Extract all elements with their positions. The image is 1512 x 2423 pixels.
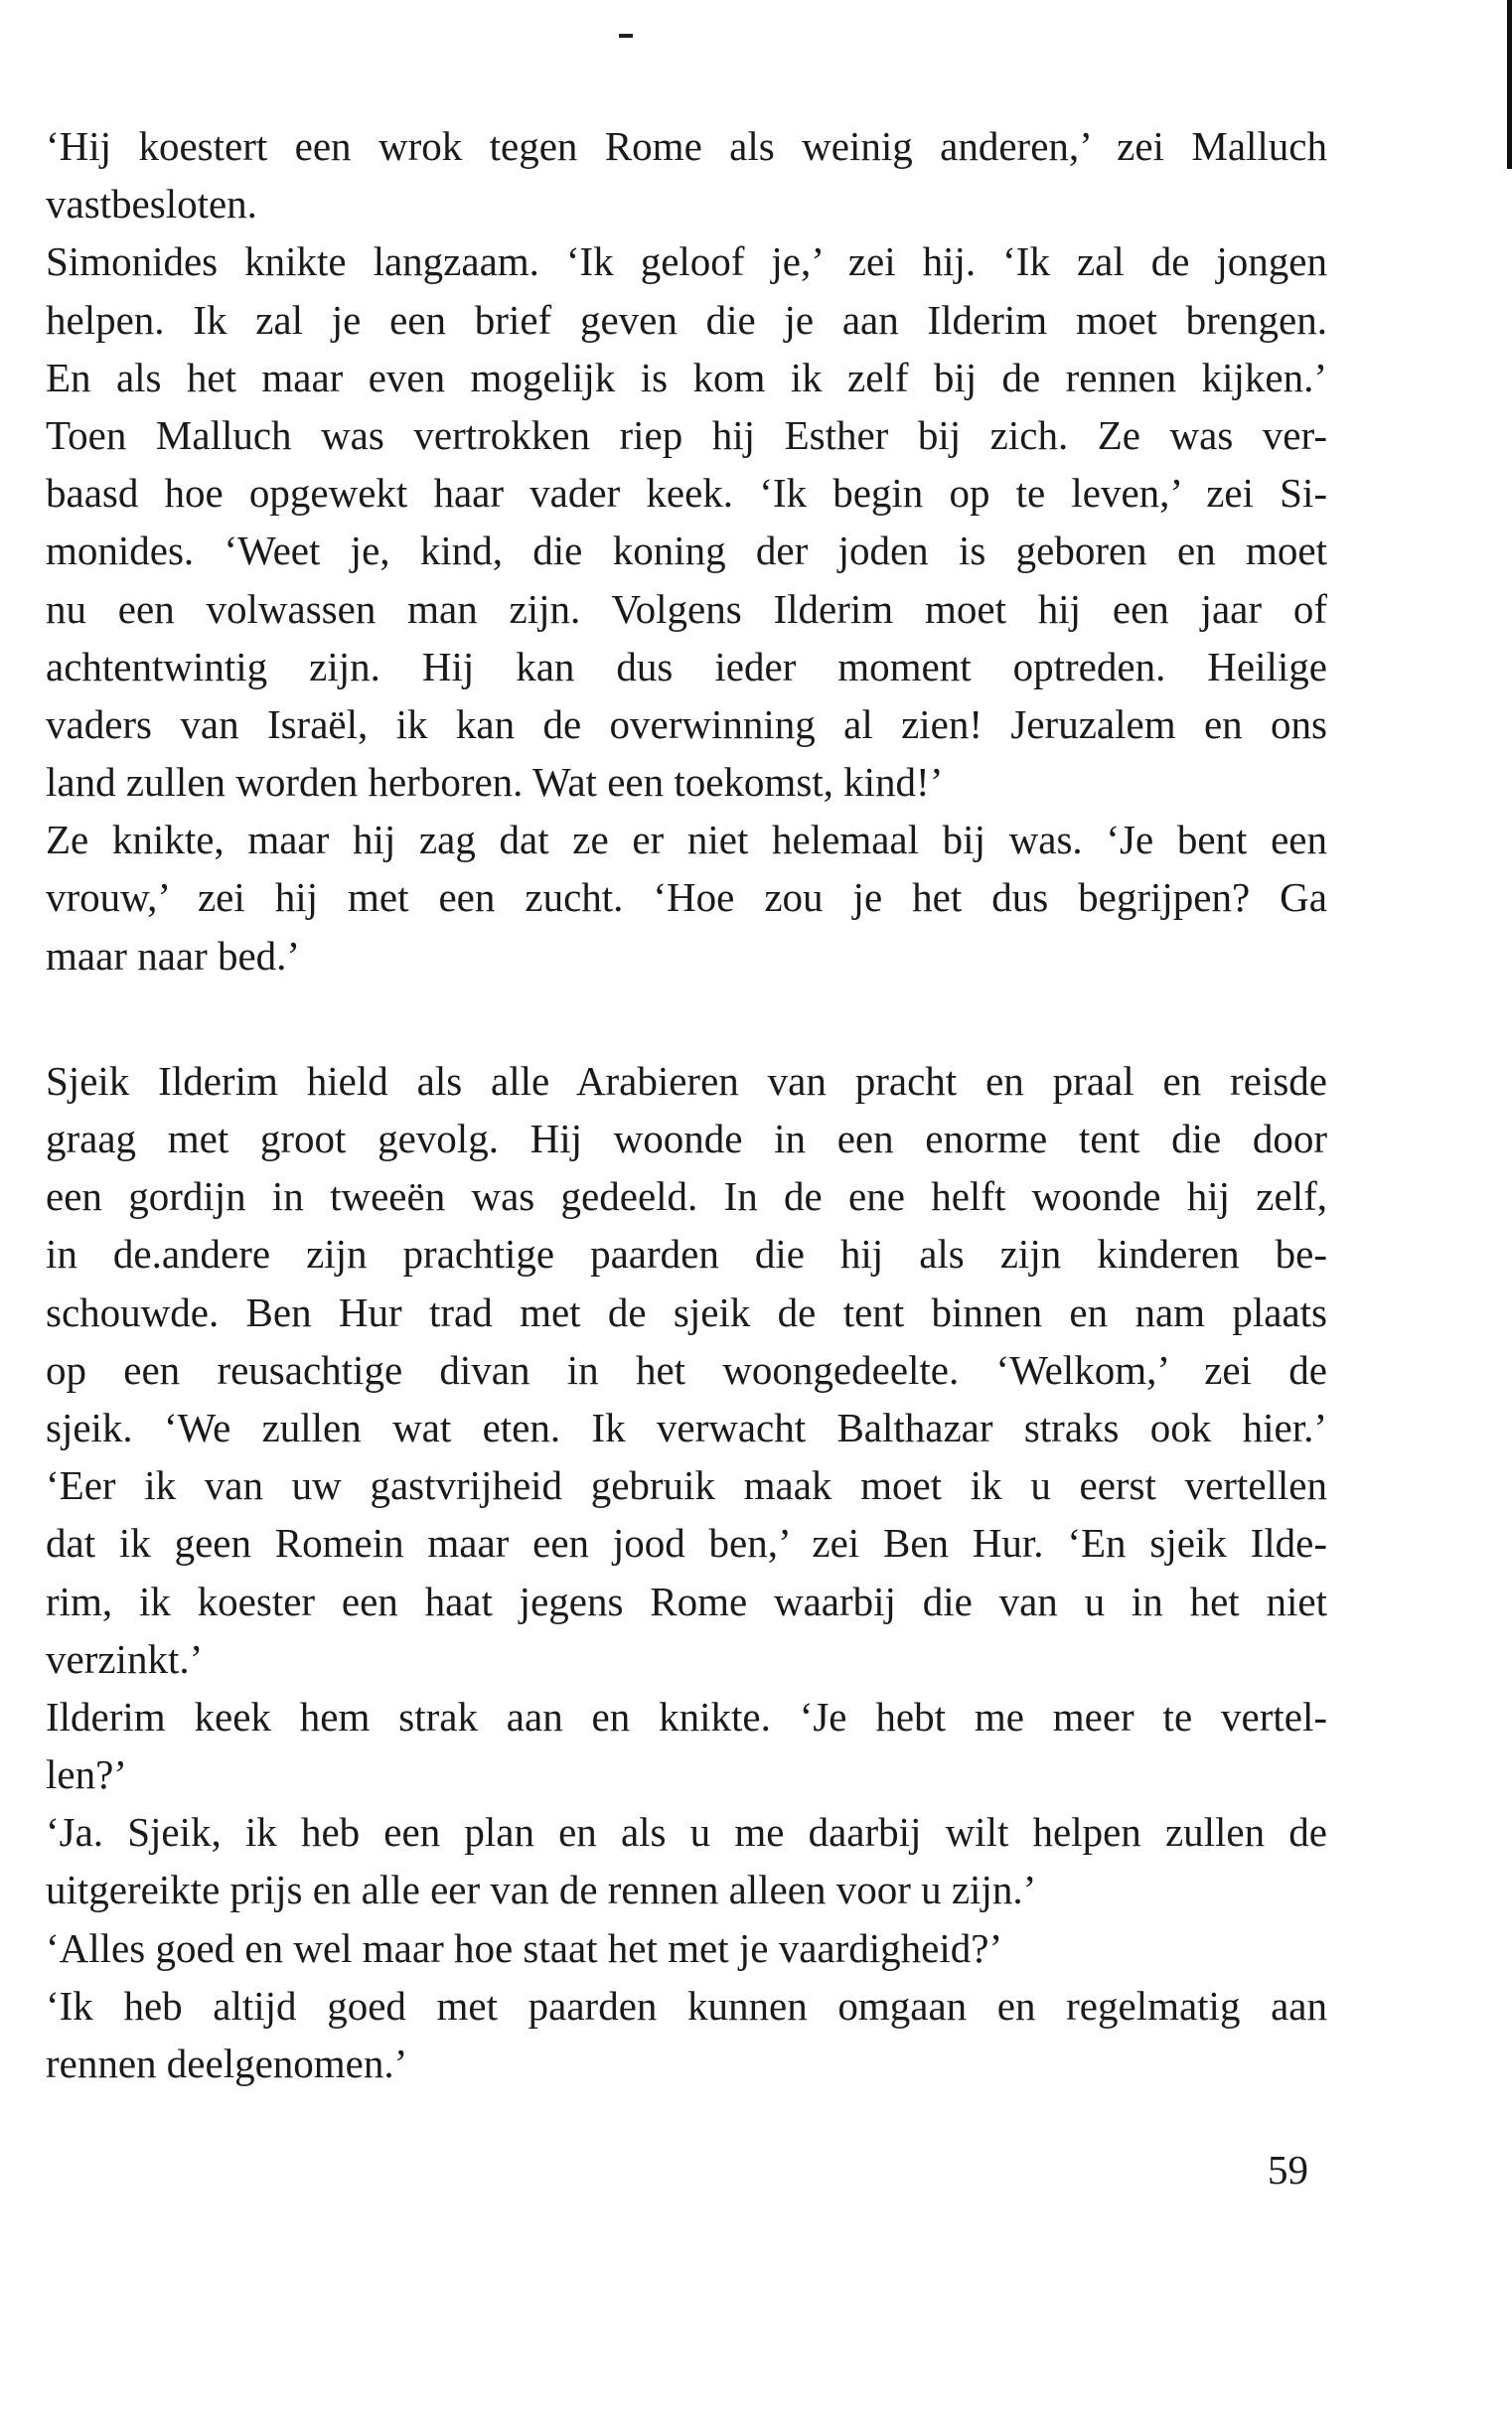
page-number: 59 [1268,2147,1308,2193]
text-line: achtentwintig zijn. Hij kan dus ieder moment optreden. Heilige [46,643,1327,689]
text-line: graag met groot gevolg. Hij woonde in een enorme tent die door [46,1116,1327,1161]
page-edge-line [1507,0,1512,169]
text-line: rim, ik koester een haat jegens Rome waarbij die van u in het niet [46,1578,1327,1624]
text-line: len?’ [46,1751,127,1798]
text-line: Ze knikte, maar hij zag dat ze er niet helemaal bij was. ‘Je bent een [46,817,1327,863]
text-line: ‘Ik heb altijd goed met paarden kunnen omgaan en regelmatig aan [46,1982,1327,2029]
text-line: monides. ‘Weet je, kind, die koning der joden is geboren en moet [46,528,1327,574]
text-line: Toen Malluch was vertrokken riep hij Esther bij zich. Ze was ver- [46,411,1327,458]
text-line: helpen. Ik zal je een brief geven die je aan Ilderim moet brengen. [46,296,1327,343]
text-line: op een reusachtige divan in het woongedeelte. ‘Welkom,’ zei de [46,1346,1327,1393]
text-line: een gordijn in tweeën was gedeeld. In de ene helft woonde hij zelf, [46,1173,1327,1220]
text-line: Simonides knikte langzaam. ‘Ik geloof je,’ zei hij. ‘Ik zal de jongen [46,238,1327,285]
text-line: nu een volwassen man zijn. Volgens Ilderim moet hij een jaar of [46,585,1327,632]
body-text [46,117,1327,2092]
scan-mark [619,34,633,38]
text-line: in de.andere zijn prachtige paarden die hij als zijn kinderen be- [46,1231,1327,1278]
text-line: vastbesloten. [46,181,257,227]
text-line: ‘Ja. Sjeik, ik heb een plan en als u me daarbij wilt helpen zullen de [46,1809,1327,1856]
paragraph-section-1 [46,117,1327,984]
text-line: En als het maar even mogelijk is kom ik zelf bij de rennen kijken.’ [46,354,1327,400]
text-line: ‘Hij koestert een wrok tegen Rome als weinig anderen,’ zei Malluch [46,123,1327,169]
text-line: vaders van Israël, ik kan de overwinning al zien! Jeruzalem en ons [46,700,1327,747]
text-line: baasd hoe opgewekt haar vader keek. ‘Ik begin op te leven,’ zei Si- [46,470,1327,517]
text-line: vrouw,’ zei hij met een zucht. ‘Hoe zou je het dus begrijpen? Ga [46,874,1327,921]
text-line: verzinkt.’ [46,1635,204,1682]
text-line: uitgereikte prijs en alle eer van de rennen alleen voor u zijn.’ [46,1867,1037,1913]
text-line: sjeik. ‘We zullen wat eten. Ik verwacht Balthazar straks ook hier.’ [46,1404,1327,1450]
text-line: maar naar bed.’ [46,932,301,979]
text-line: rennen deelgenomen.’ [46,2041,408,2086]
text-line: Sjeik Ilderim hield als alle Arabieren van pracht en praal en reisde [46,1057,1327,1104]
text-line: Ilderim keek hem strak aan en knikte. ‘Je hebt me meer te vertel- [46,1693,1327,1740]
text-line: land zullen worden herboren. Wat een toekomst, kind!’ [46,759,944,806]
text-line: ‘Eer ik van uw gastvrijheid gebruik maak moet ik u eerst vertellen [46,1462,1327,1509]
text-line: schouwde. Ben Hur trad met de sjeik de tent binnen en nam plaats [46,1288,1327,1335]
section-break [46,984,1327,1052]
text-line: ‘Alles goed en wel maar hoe staat het met je vaardigheid?’ [46,1924,1003,1971]
paragraph-section-2 [46,1052,1327,2092]
text-line: dat ik geen Romein maar een jood ben,’ zei Ben Hur. ‘En sjeik Ilde- [46,1520,1327,1567]
